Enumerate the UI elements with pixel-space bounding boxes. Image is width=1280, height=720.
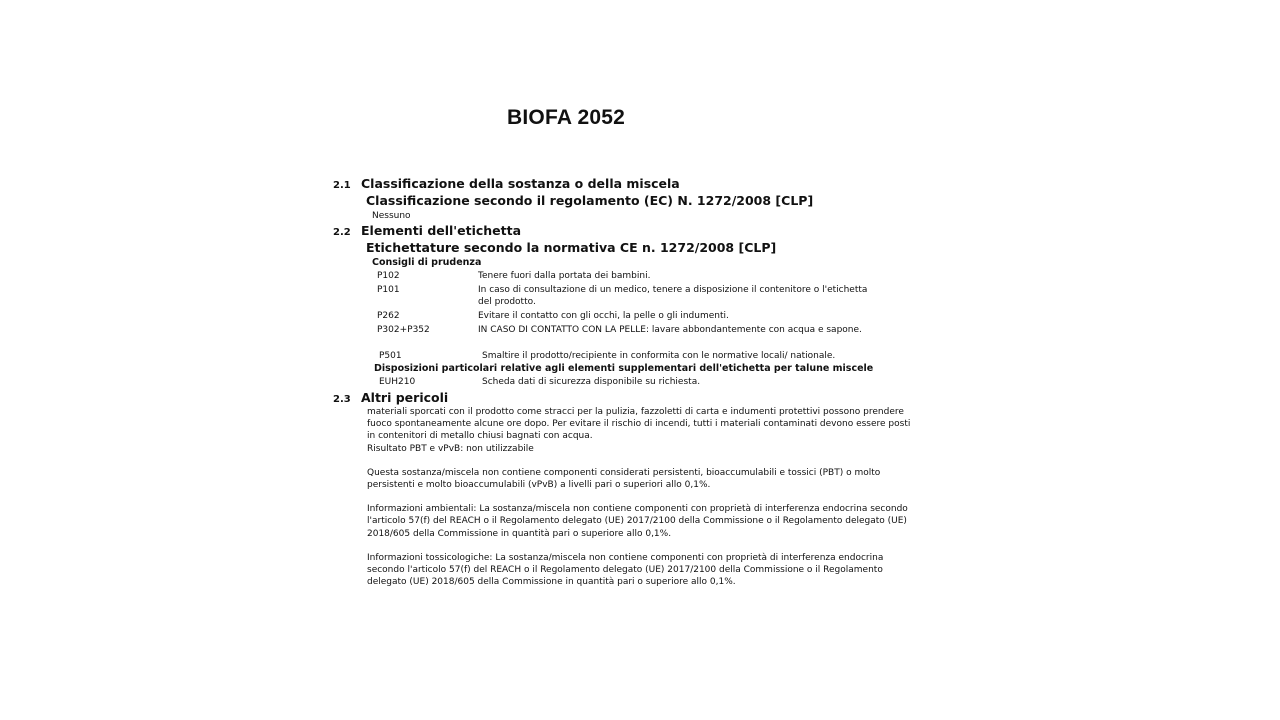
statement-code: P101: [377, 285, 400, 295]
statement-row: [333, 350, 913, 362]
statement-text: Evitare il contatto con gli occhi, la pelle o gli indumenti.: [478, 311, 729, 321]
section-title: Elementi dell'etichetta: [361, 223, 522, 238]
section-number: 2.2: [333, 227, 351, 238]
section-2-3-header: [333, 390, 913, 406]
pbt-paragraph: Questa sostanza/miscela non contiene componenti considerati persistenti, bioaccumulabili e tossici (PBT) o molto persistenti e molto bioaccumulabili (vPvB) a livelli pari o superiori allo 0,1%.: [367, 467, 881, 491]
statement-row: [333, 284, 913, 308]
section-title: Classificazione della sostanza o della miscela: [361, 176, 680, 191]
special-provisions-label: Disposizioni particolari relative agli elementi supplementari dell'etichetta per talune miscele: [374, 363, 874, 374]
section-2-2-header: [333, 223, 913, 239]
subsection-title: Classificazione secondo il regolamento (EC) N. 1272/2008 [CLP]: [366, 193, 814, 208]
classification-value: Nessuno: [372, 211, 411, 221]
section-number: 2.1: [333, 180, 351, 191]
statement-code: P501: [379, 351, 402, 361]
statement-code: P102: [377, 271, 400, 281]
statement-code: EUH210: [379, 377, 416, 387]
section-2-1-header: [333, 176, 913, 192]
statement-text: Smaltire il prodotto/recipiente in conformita con le normative locali/ nationale.: [482, 351, 836, 361]
pbt-result: Risultato PBT e vPvB: non utilizzabile: [367, 443, 534, 454]
subsection-title: Etichettature secondo la normativa CE n. 1272/2008 [CLP]: [366, 240, 777, 255]
statement-row: [333, 310, 913, 322]
statement-row: [333, 376, 913, 388]
statement-code: P302+P352: [377, 325, 430, 335]
toxicological-info-paragraph: Informazioni tossicologiche: La sostanza/miscela non contiene componenti con proprietà di interferenza endocrina secondo l'articolo 57(f) del REACH o il Regolamento delegato (UE) 2017/2100 della Commissione o il Regolamento delegato (UE) 2018/605 della Commissione in quantità pari o superiore allo 0,1%.: [367, 552, 884, 588]
statement-row: [333, 324, 913, 336]
statement-code: P262: [377, 311, 400, 321]
statement-row: [333, 270, 913, 282]
statement-text: Scheda dati di sicurezza disponibile su richiesta.: [482, 377, 701, 387]
statement-text: Tenere fuori dalla portata dei bambini.: [478, 271, 651, 281]
statement-text: In caso di consultazione di un medico, tenere a disposizione il contenitore o l'etichetta del prodotto.: [478, 285, 868, 307]
statement-text: IN CASO DI CONTATTO CON LA PELLE: lavare abbondantemente con acqua e sapone.: [478, 325, 862, 335]
environmental-info-paragraph: Informazioni ambientali: La sostanza/miscela non contiene componenti con proprietà di interferenza endocrina secondo l'articolo 57(f) del REACH o il Regolamento delegato (UE) 2017/2100 della Commissione o il Regolamento delegato (UE) 2018/605 della Commissione in quantità pari o superiore allo 0,1%.: [367, 504, 908, 539]
sds-section-2: [333, 176, 913, 588]
section-title: Altri pericoli: [361, 390, 449, 405]
slide-title: BIOFA 2052: [507, 106, 625, 129]
hazard-paragraph: materiali sporcati con il prodotto come stracci per la pulizia, fazzoletti di carta e indumenti protettivi possono prendere fuoco spontaneamente alcune ore dopo. Per evitare il rischio di incendi, tutti i materiali contaminati devono essere posti in contenitori di metallo chiusi bagnati con acqua.: [367, 407, 911, 442]
section-number: 2.3: [333, 394, 351, 405]
precautionary-label: Consigli di prudenza: [372, 257, 482, 268]
